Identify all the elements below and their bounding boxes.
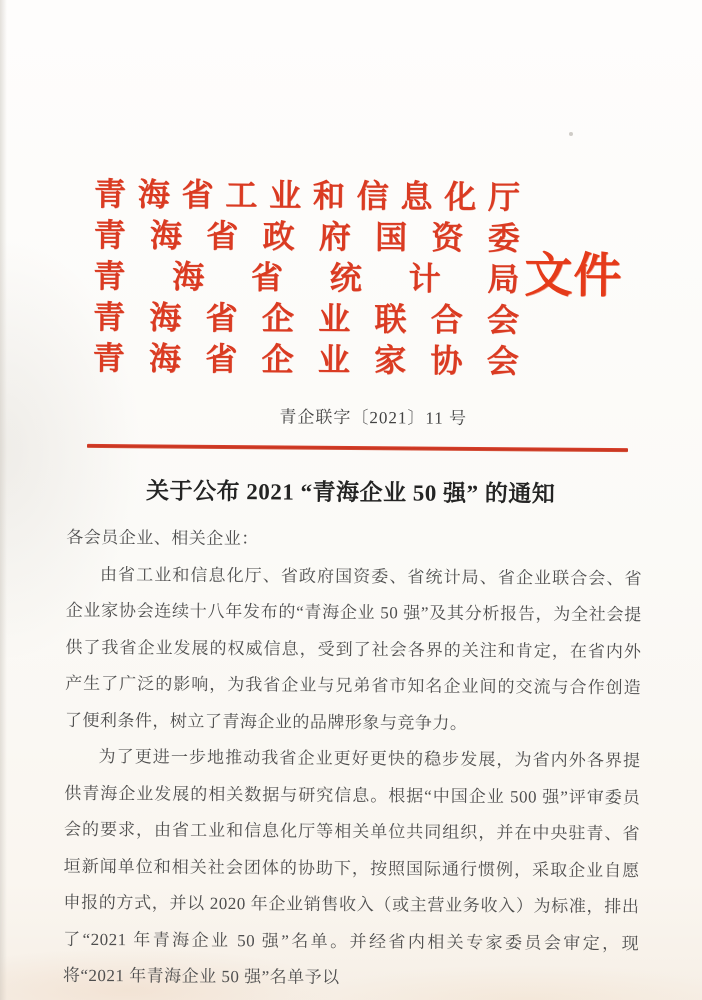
salutation: 各会员企业、相关企业： <box>66 527 259 549</box>
letterhead <box>4 0 702 380</box>
document-title: 关于公布 2021 “青海企业 50 强” 的通知 <box>145 478 556 507</box>
document-body <box>63 520 643 999</box>
red-divider-rule <box>87 444 628 452</box>
agency-line-4: 青海省企业联合会 <box>92 298 520 339</box>
agency-list <box>93 174 521 382</box>
agency-line-3: 青海省统计局 <box>93 257 520 298</box>
paragraph-2: 为了更进一步地推动我省企业更好更快的稳步发展，为省内外各界提供青海企业发展的相关数据与研究信息。根据“中国企业 500 强”评审委员会的要求，由省工业和信息化厅等相关单位共同组织，并在中央驻青、省垣新闻单位和相关社会团体的协助下，按照国际通行惯例，采取企业自愿申报的方式，并以 2020 年企业销售收入（或主营业务收入）为标准，排出了“2021 年青海企业 50 强”名单。并经省内相关专家委员会审定，现将“2021 年青海企业 50 强”名单予以 <box>62 747 641 987</box>
doc-type-label: 文件 <box>524 249 623 304</box>
doc-number: 青企联字〔2021〕11 号 <box>279 407 468 428</box>
paragraph-1: 由省工业和信息化厅、省政府国资委、省统计局、省企业联合会、省企业家协会连续十八年发布的“青海企业 50 强”及其分析报告，为全社会提供了我省企业发展的权威信息，受到了社会各界的关注和肯定，在省内外产生了广泛的影响，为我省企业与兄弟省市知名企业间的交流与合作创造了便利条件，树立了青海企业的品牌形象与竞争力。 <box>64 564 643 733</box>
agency-line-1: 青海省工业和信息化厅 <box>93 175 521 216</box>
agency-line-5: 青海省企业家协会 <box>92 339 519 380</box>
agency-line-2: 青海省政府国资委 <box>93 216 520 257</box>
